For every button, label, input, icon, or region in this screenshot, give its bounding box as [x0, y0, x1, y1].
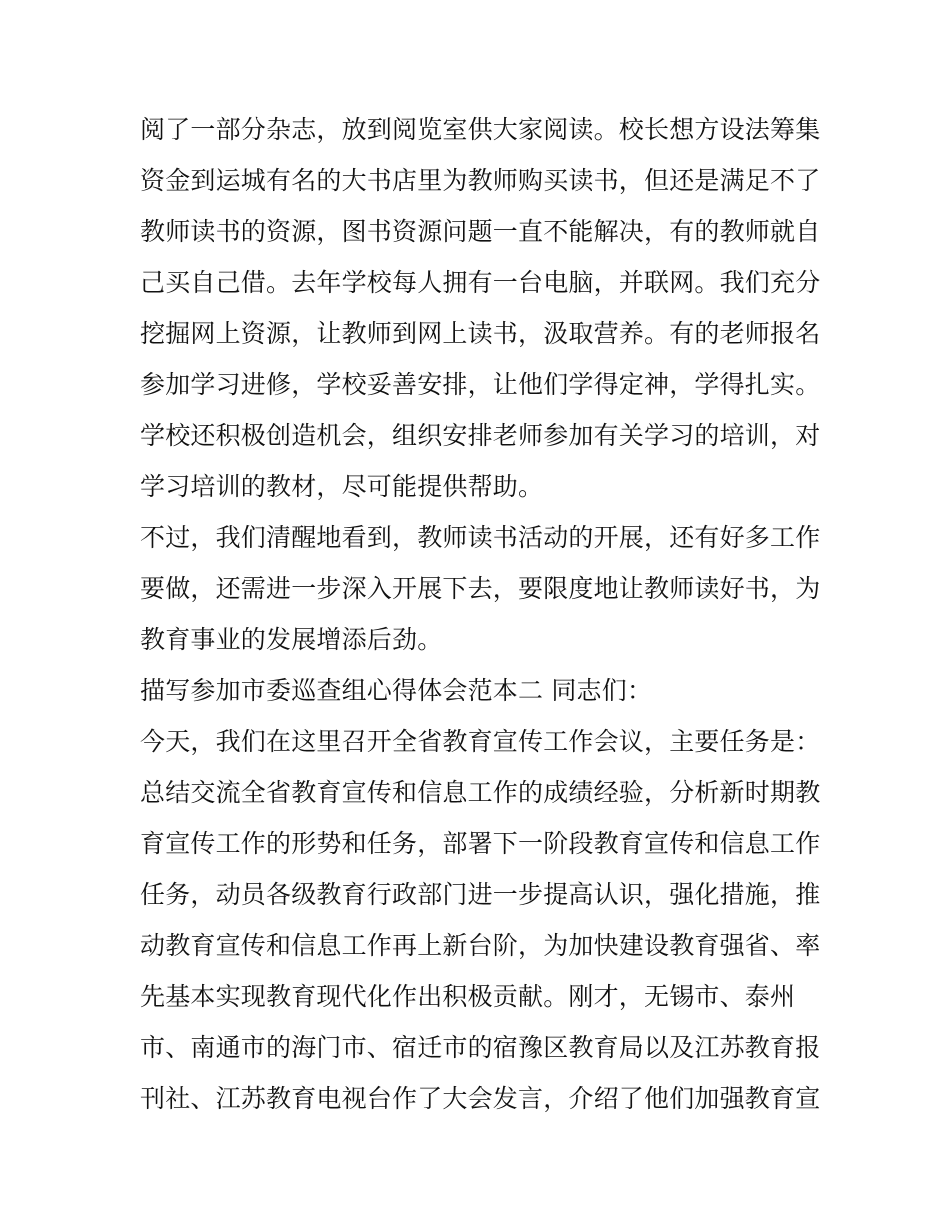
text-line: 学校还积极创造机会，组织安排老师参加有关学习的培训，对	[140, 421, 821, 450]
text-line: 资金到运城有名的大书店里为教师购买读书，但还是满足不了	[140, 166, 821, 195]
text-line: 挖掘网上资源，让教师到网上读书，汲取营养。有的老师报名	[140, 319, 821, 348]
text-line: 先基本实现教育现代化作出积极贡献。刚才，无锡市、泰州	[140, 982, 796, 1011]
text-line: 不过，我们清醒地看到，教师读书活动的开展，还有好多工作	[140, 523, 821, 552]
text-line: 参加学习进修，学校妥善安排，让他们学得定神，学得扎实。	[140, 370, 821, 399]
text-line: 教师读书的资源，图书资源问题一直不能解决，有的教师就自	[140, 217, 821, 246]
text-line: 育宣传工作的形势和任务，部署下一阶段教育宣传和信息工作	[140, 829, 821, 858]
text-line: 动教育宣传和信息工作再上新台阶，为加快建设教育强省、率	[140, 931, 821, 960]
text-line: 今天，我们在这里召开全省教育宣传工作会议，主要任务是：	[140, 727, 821, 756]
text-line: 学习培训的教材，尽可能提供帮助。	[140, 472, 544, 501]
text-line: 阅了一部分杂志，放到阅览室供大家阅读。校长想方设法筹集	[140, 115, 821, 144]
text-line: 任务，动员各级教育行政部门进一步提高认识，强化措施，推	[140, 880, 821, 909]
text-line: 刊社、江苏教育电视台作了大会发言，介绍了他们加强教育宣	[140, 1084, 821, 1113]
text-line: 市、南通市的海门市、宿迁市的宿豫区教育局以及江苏教育报	[140, 1033, 821, 1062]
section-heading: 描写参加市委巡查组心得体会范本二 同志们：	[140, 676, 653, 705]
text-line: 己买自己借。去年学校每人拥有一台电脑，并联网。我们充分	[140, 268, 821, 297]
text-line: 教育事业的发展增添后劲。	[140, 625, 443, 654]
text-line: 要做，还需进一步深入开展下去，要限度地让教师读好书，为	[140, 574, 821, 603]
document-body	[140, 104, 820, 1124]
text-line: 总结交流全省教育宣传和信息工作的成绩经验，分析新时期教	[140, 778, 821, 807]
